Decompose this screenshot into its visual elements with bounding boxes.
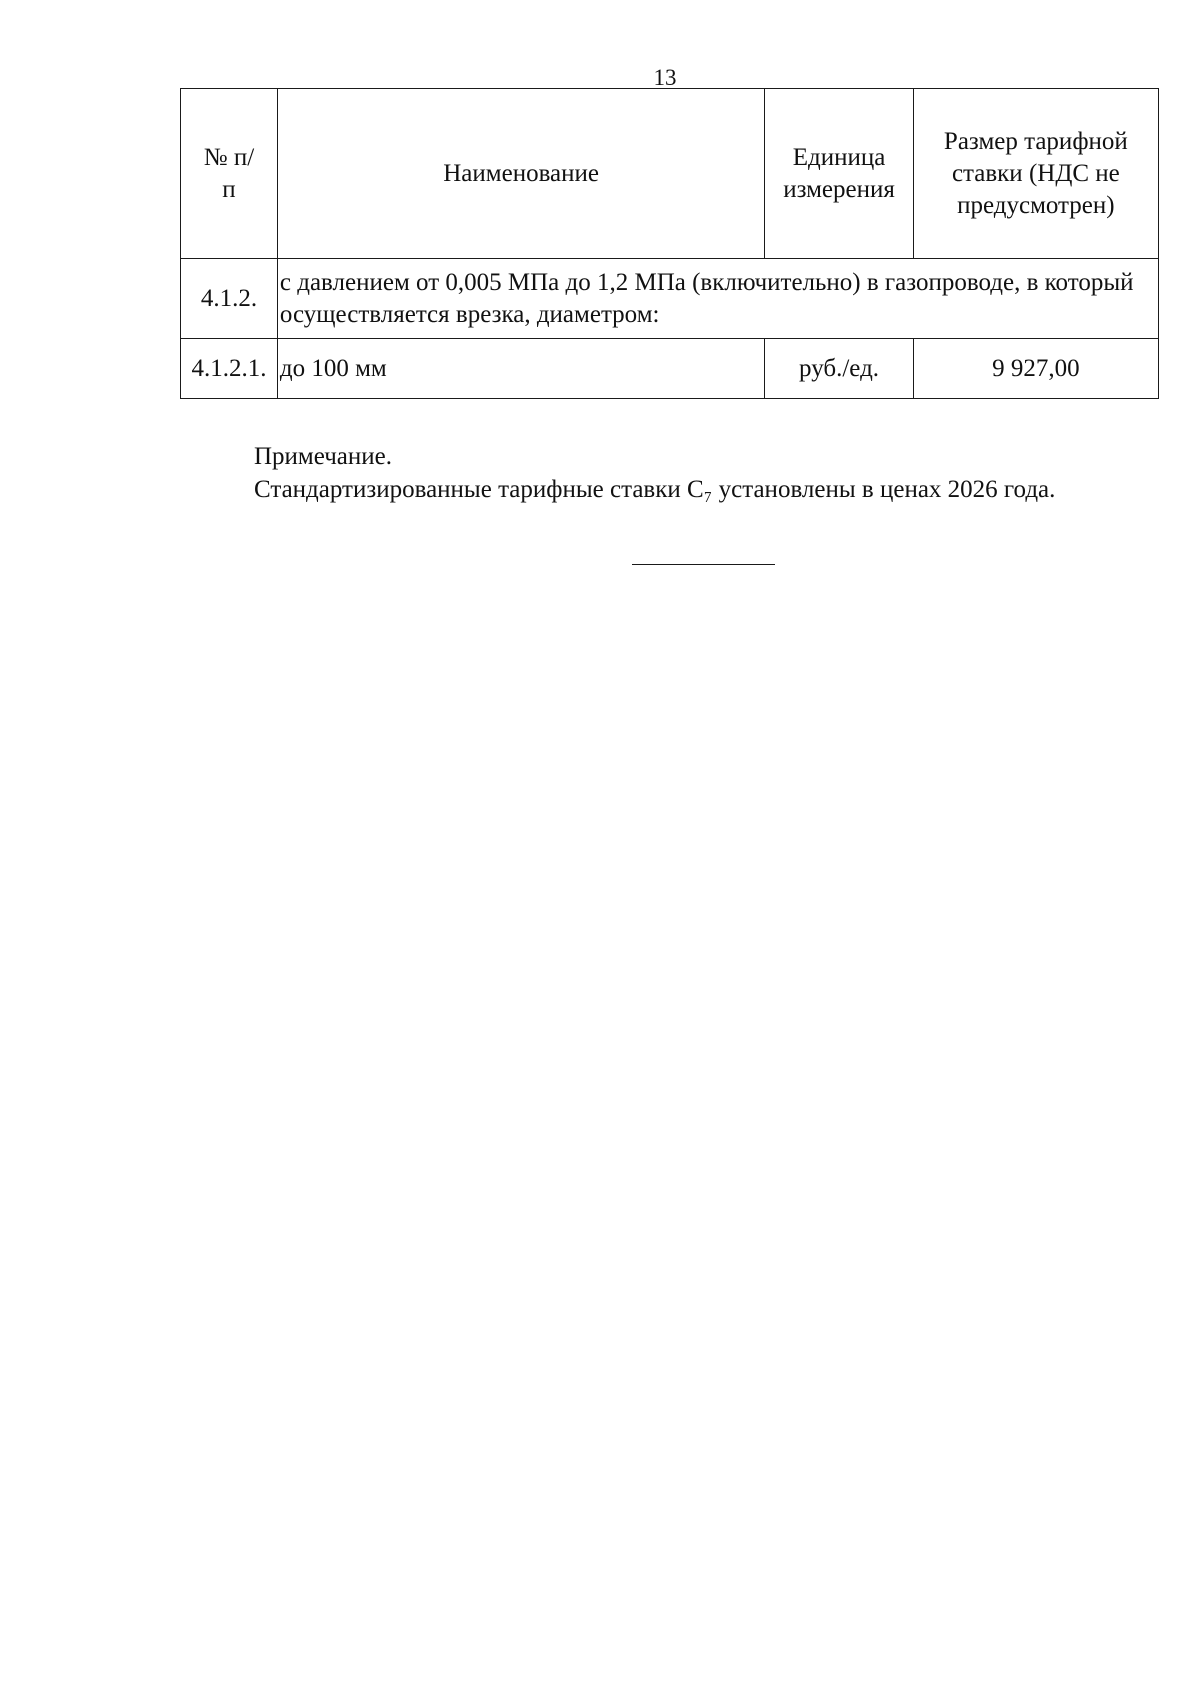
end-divider [632, 564, 775, 565]
row-unit: руб./ед. [799, 354, 880, 382]
note-text: Стандартизированные тарифные ставки С₇ установлены в ценах 2026 года. [254, 476, 1056, 503]
row-name: с давлением от 0,005 МПа до 1,2 МПа (включительно) в газопроводе, в который осуществляется врезка, диаметром: [279, 268, 1134, 328]
table-header-row [181, 89, 1159, 259]
header-unit [765, 89, 913, 259]
row-name-cell [277, 339, 764, 399]
tariff-table [180, 88, 1159, 399]
table-row [181, 339, 1159, 399]
header-unit-label: Единица измерения [783, 143, 895, 203]
row-name: до 100 мм [279, 354, 387, 382]
header-name [277, 89, 764, 259]
row-num: 4.1.2.1. [191, 354, 267, 382]
row-num-cell [181, 259, 278, 339]
row-num: 4.1.2. [200, 284, 258, 312]
row-name-cell [277, 259, 1158, 339]
row-num-cell [181, 339, 278, 399]
row-rate: 9 927,00 [992, 354, 1080, 382]
header-rate [913, 89, 1158, 259]
header-name-label: Наименование [443, 159, 599, 187]
table-row [181, 259, 1159, 339]
page-number: 13 [653, 65, 677, 90]
header-num-label: № п/п [203, 143, 255, 203]
header-num [181, 89, 278, 259]
header-rate-label: Размер тарифной ставки (НДС не предусмотрен) [943, 127, 1128, 219]
row-rate-cell [913, 339, 1158, 399]
row-unit-cell [765, 339, 913, 399]
note-block [180, 440, 1120, 506]
note-title: Примечание. [254, 443, 393, 470]
